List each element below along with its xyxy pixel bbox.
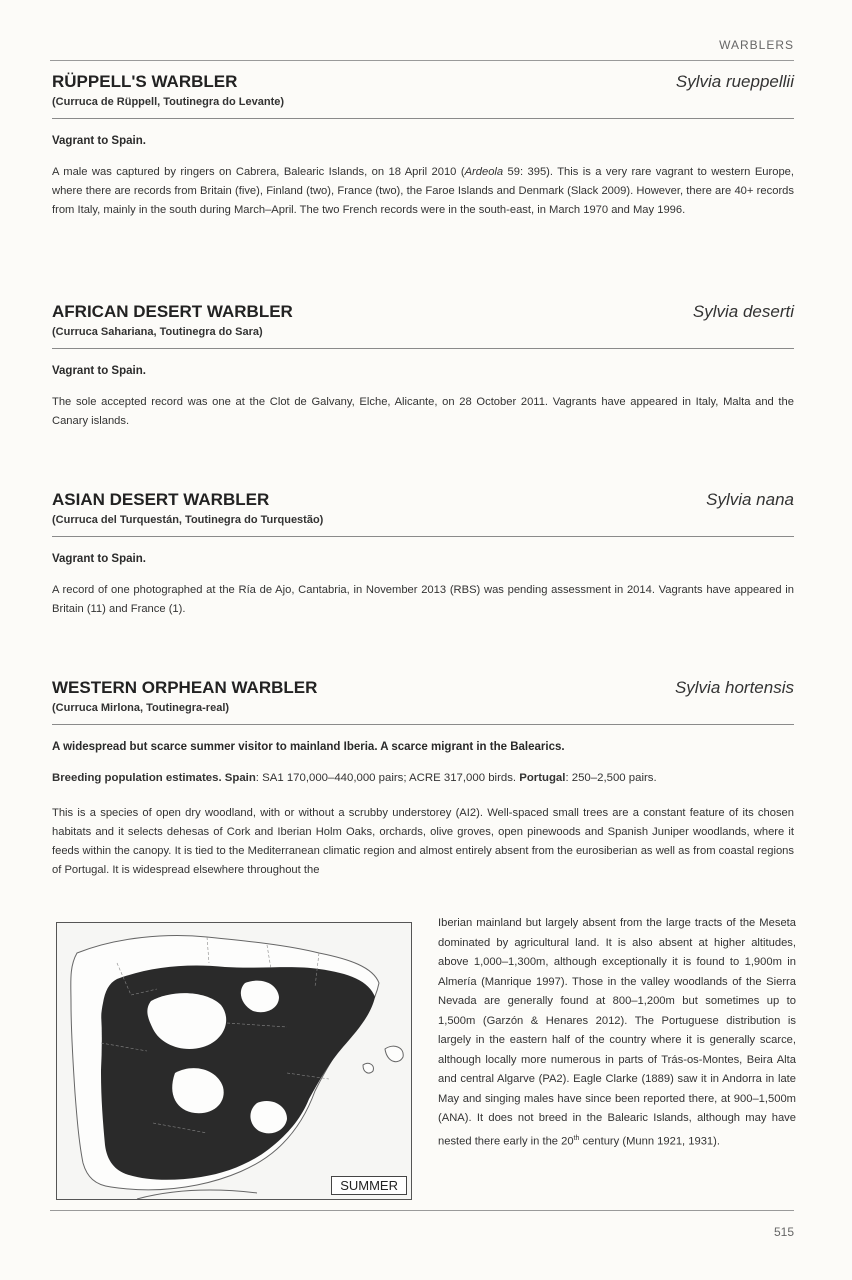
- running-header: WARBLERS: [719, 38, 794, 52]
- population-estimates: Breeding population estimates. Spain: SA1 170,000–440,000 pairs; ACRE 317,000 birds. Portugal: 250–2,500 pairs.: [52, 772, 657, 784]
- map-season-label: SUMMER: [331, 1176, 407, 1195]
- species-name: ASIAN DESERT WARBLER: [52, 490, 270, 509]
- species-alt-names: (Curruca del Turquestán, Toutinegra do Turquestão): [52, 514, 324, 526]
- species-rule: [52, 118, 794, 119]
- footer-rule: [50, 1210, 794, 1211]
- species-status: Vagrant to Spain.: [52, 365, 146, 377]
- species-name: AFRICAN DESERT WARBLER: [52, 302, 293, 321]
- species-text-continued: Iberian mainland but largely absent from the large tracts of the Meseta dominated by agricultural land. It is also absent at higher altitudes, above 1,000–1,300m, although exceptionally it is found to 1,900m in Almería (Manrique 1997). Those in the valley woodlands of the Sierra Nevada are generally found at 800–1,200m but sometimes up to 1,500m (Garzón & Henares 2012). The Portuguese distribution is largely in the eastern half of the country where it is generally scarce, although locally more numerous in parts of Trás-os-Montes, Beira Alta and central Algarve (PA2). Eagle Clarke (1889) saw it in Andorra in late May and singing males have since been reported there, at 900–1,500m (ANA). It does not breed in the Balearic Islands, although may have nested there early in the 20th century (Munn 1921, 1931).: [438, 917, 796, 1148]
- balearic-islands: [363, 1046, 403, 1073]
- species-entry-african-desert-warbler: [52, 302, 794, 431]
- species-name: RÜPPELL'S WARBLER: [52, 72, 238, 91]
- species-text: A record of one photographed at the Ría de Ajo, Cantabria, in November 2013 (RBS) was pending assessment in 2014. Vagrants have appeared in Britain (11) and France (1).: [52, 584, 794, 615]
- species-rule: [52, 348, 794, 349]
- species-latin-name: Sylvia hortensis: [674, 678, 794, 697]
- breeding-range: [101, 966, 376, 1180]
- superscript-ordinal: th: [573, 1134, 580, 1142]
- species-status: A widespread but scarce summer visitor to mainland Iberia. A scarce migrant in the Balearics.: [52, 741, 565, 753]
- species-latin-name: Sylvia deserti: [692, 302, 794, 321]
- species-latin-name: Sylvia nana: [706, 490, 794, 509]
- species-entry-western-orphean-warbler: [52, 678, 794, 880]
- species-status: Vagrant to Spain.: [52, 553, 146, 565]
- species-entry-asian-desert-warbler: [52, 490, 794, 619]
- range-gap: [79, 999, 102, 1121]
- africa-coast: [137, 1190, 257, 1199]
- species-alt-names: (Curruca de Rüppell, Toutinegra do Levante): [52, 96, 285, 108]
- page-number: 515: [773, 1225, 794, 1239]
- header-rule: [50, 60, 794, 61]
- species-text: This is a species of open dry woodland, with or without a scrubby understorey (AI2). Well-spaced small trees are a constant feature of its chosen habitats and it selects dehesas of Cork and Iberian Holm Oaks, orchards, olive groves, open pinewoods and Spanish Juniper woodlands, where it feeds within the canopy. It is tied to the Mediterranean climatic region and almost entirely absent from the eurosiberian as well as from coastal regions of Portugal. It is widespread elsewhere throughout the: [52, 807, 794, 876]
- species-latin-name: Sylvia rueppellii: [675, 72, 794, 91]
- distribution-map: [56, 922, 412, 1200]
- species-rule: [52, 724, 794, 725]
- species-alt-names: (Curruca Sahariana, Toutinegra do Sara): [52, 326, 263, 338]
- species-entry-rueppells-warbler: [52, 72, 794, 220]
- species-text: A male was captured by ringers on Cabrera, Balearic Islands, on 18 April 2010 (Ardeola 59: 395). This is a very rare vagrant to western Europe, where there are records from Britain (five), Finland (two), France (two), the Faroe Islands and Denmark (Slack 2009). However, there are 40+ records from Italy, mainly in the south during March–April. The two French records were in the south-east, in March 1970 and May 1996.: [52, 166, 795, 216]
- species-name: WESTERN ORPHEAN WARBLER: [52, 678, 318, 697]
- species-text: The sole accepted record was one at the Clot de Galvany, Elche, Alicante, on 28 October 2011. Vagrants have appeared in Italy, Malta and the Canary islands.: [52, 396, 794, 427]
- iberia-map-graphic: [57, 923, 411, 1199]
- species-rule: [52, 536, 794, 537]
- species-alt-names: (Curruca Mirlona, Toutinegra-real): [52, 702, 230, 714]
- species-status: Vagrant to Spain.: [52, 135, 146, 147]
